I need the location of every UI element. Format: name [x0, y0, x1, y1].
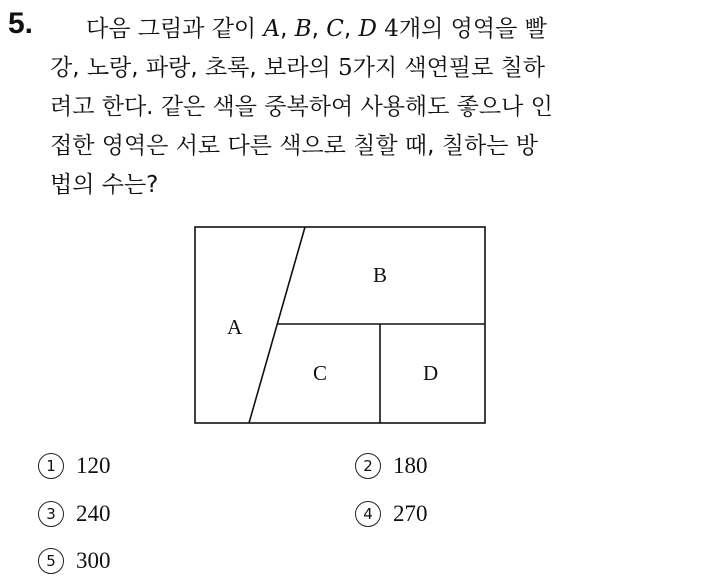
- question-number: 5.: [8, 7, 34, 40]
- choice-1-marker: 1: [38, 453, 64, 479]
- region-label-d: D: [423, 361, 439, 385]
- choice-2[interactable]: [355, 452, 428, 481]
- choice-5-marker: 5: [38, 548, 64, 574]
- choice-4-value: 270: [393, 501, 428, 526]
- region-label-a: A: [227, 315, 243, 339]
- region-label-b: B: [373, 263, 388, 287]
- choice-5[interactable]: [38, 547, 111, 576]
- choice-1[interactable]: [38, 452, 111, 481]
- choice-2-marker: 2: [355, 453, 381, 479]
- question-line-3: 려고 한다. 같은 색을 중복하여 사용해도 좋으나 인: [50, 94, 553, 120]
- choice-5-value: 300: [76, 548, 111, 573]
- choice-4[interactable]: [355, 500, 428, 529]
- question-line-4: 접한 영역은 서로 다른 색으로 칠할 때, 칠하는 방: [50, 133, 538, 159]
- choice-3[interactable]: [38, 500, 111, 529]
- choice-2-value: 180: [393, 453, 428, 478]
- choice-3-value: 240: [76, 501, 111, 526]
- choice-4-marker: 4: [355, 501, 381, 527]
- divider-a-slant: [249, 227, 305, 423]
- question-line-1: 다음 그림과 같이 A, B, C, D 4개의 영역을 빨: [86, 16, 547, 42]
- question-line-2: 강, 노랑, 파랑, 초록, 보라의 5가지 색연필로 칠하: [50, 55, 545, 81]
- region-label-c: C: [313, 361, 328, 385]
- choice-3-marker: 3: [38, 501, 64, 527]
- question-line-5: 법의 수는?: [50, 172, 159, 198]
- choice-1-value: 120: [76, 453, 111, 478]
